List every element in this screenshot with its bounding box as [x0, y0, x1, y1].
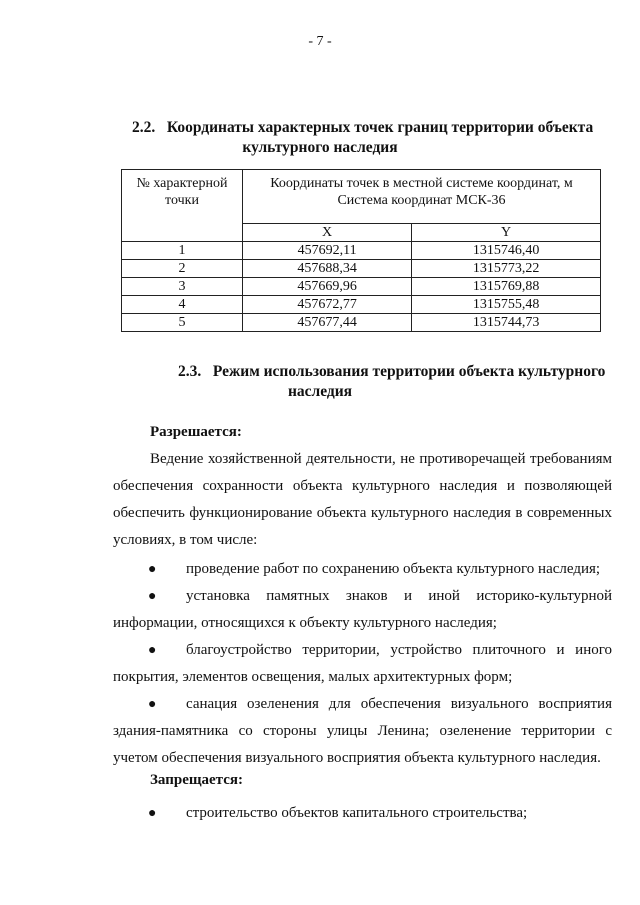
allowed-intro-line3: обеспечить функционирование объекта культурного наследия в современных	[113, 505, 612, 521]
table-row	[122, 314, 601, 332]
section-2-3-number: 2.3.	[178, 363, 202, 380]
section-2-2-number: 2.2.	[132, 119, 156, 136]
y-cell: 1315755,48	[412, 296, 601, 314]
allowed-bullet-2-line2: информации, относящихся к объекту культурного наследия;	[113, 615, 497, 631]
bullet-icon: ●	[148, 562, 157, 577]
allowed-bullet-3-line2: покрытия, элементов освещения, малых архитектурных форм;	[113, 669, 513, 685]
point-cell: 5	[122, 314, 243, 332]
forbidden-heading: Запрещается:	[150, 772, 244, 788]
x-cell: 457688,34	[243, 260, 412, 278]
allowed-bullet-1: проведение работ по сохранению объекта культурного наследия;	[186, 561, 601, 577]
x-cell: 457669,96	[243, 278, 412, 296]
point-cell: 3	[122, 278, 243, 296]
section-2-3-title-line1: Режим использования территории объекта культурного	[212, 363, 606, 380]
bullet-icon: ●	[148, 697, 157, 712]
y-cell: 1315746,40	[412, 242, 601, 260]
x-cell: 457672,77	[243, 296, 412, 314]
col-y-header: Y	[412, 224, 601, 242]
bullet-icon: ●	[148, 643, 157, 658]
table-row	[122, 278, 601, 296]
allowed-bullet-4-line1: санация озеленения для обеспечения визуального восприятия	[186, 696, 612, 712]
coordinates-header-line1: Координаты точек в местной системе координат, м	[270, 176, 573, 191]
section-2-3-title	[178, 362, 628, 382]
coordinates-header	[243, 170, 601, 224]
allowed-heading: Разрешается:	[150, 424, 242, 440]
allowed-bullet-2-line1: установка памятных знаков и иной историко-культурной	[186, 588, 612, 604]
y-cell: 1315769,88	[412, 278, 601, 296]
page-number: - 7 -	[308, 34, 332, 49]
coordinates-header-line2: Система координат МСК-36	[337, 193, 506, 208]
y-cell: 1315744,73	[412, 314, 601, 332]
section-2-2-title-line1: Координаты характерных точек границ территории объекта	[166, 119, 594, 136]
x-cell: 457692,11	[243, 242, 412, 260]
allowed-intro-line2: обеспечения сохранности объекта культурного наследия и позволяющей	[113, 478, 612, 494]
allowed-bullet-3-line1: благоустройство территории, устройство плиточного и иного	[186, 642, 612, 658]
table-row	[122, 260, 601, 278]
bullet-icon: ●	[148, 806, 157, 821]
point-cell: 4	[122, 296, 243, 314]
point-cell: 1	[122, 242, 243, 260]
coordinates-table	[121, 169, 601, 332]
table-row	[122, 296, 601, 314]
col-point-header: № характерной точки	[122, 170, 243, 242]
allowed-bullet-4-line2: здания-памятника со стороны улицы Ленина; озеленение территории с	[113, 723, 612, 739]
allowed-bullet-4-line3: учетом обеспечения визуального восприятия объекта культурного наследия.	[113, 750, 601, 766]
point-cell: 2	[122, 260, 243, 278]
col-x-header: X	[243, 224, 412, 242]
y-cell: 1315773,22	[412, 260, 601, 278]
bullet-icon: ●	[148, 589, 157, 604]
allowed-intro-line4: условиях, в том числе:	[113, 532, 258, 548]
table-row	[122, 242, 601, 260]
x-cell: 457677,44	[243, 314, 412, 332]
section-2-2-title-line2: культурного наследия	[242, 139, 398, 156]
section-2-2-title	[132, 118, 612, 138]
allowed-intro-line1: Ведение хозяйственной деятельности, не противоречащей требованиям	[150, 451, 612, 467]
section-2-3-title-line2: наследия	[287, 383, 353, 400]
forbidden-bullet-1: строительство объектов капитального строительства;	[186, 805, 528, 821]
